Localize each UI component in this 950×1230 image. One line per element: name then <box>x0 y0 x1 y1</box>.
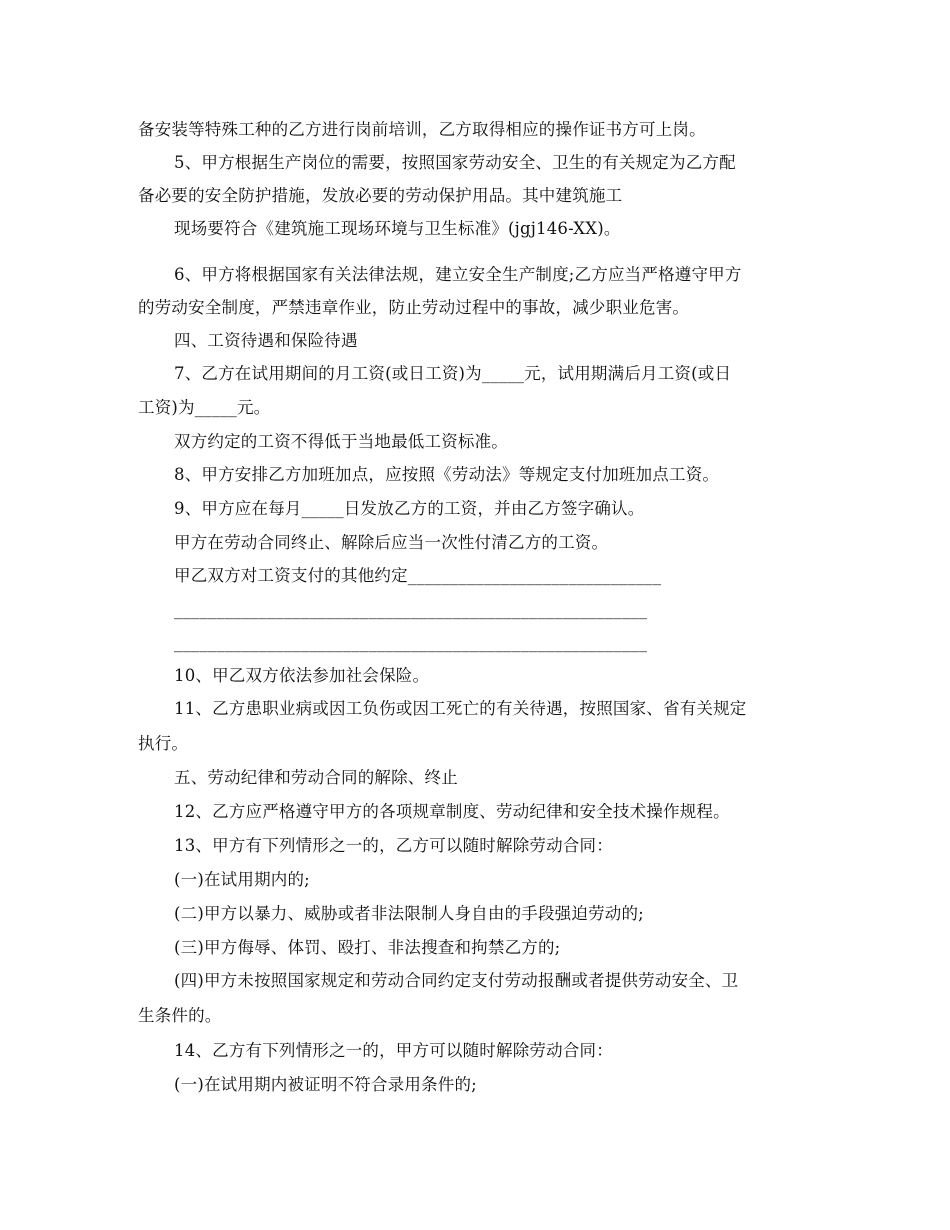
paragraph-line: 备必要的安全防护措施，发放必要的劳动保护用品。其中建筑施工 <box>138 186 623 205</box>
paragraph-line: 13、甲方有下列情形之一的，乙方可以随时解除劳动合同： <box>174 836 613 855</box>
list-item: 生条件的。 <box>138 1006 222 1025</box>
paragraph-line: 14、乙方有下列情形之一的，甲方可以随时解除劳动合同： <box>174 1041 613 1060</box>
paragraph-line: 6、甲方将根据国家有关法律法规，建立安全生产制度;乙方应当严格遵守甲方 <box>174 265 742 284</box>
paragraph-line: 10、甲乙双方依法参加社会保险。 <box>174 666 430 685</box>
section-heading: 五、劳动纪律和劳动合同的解除、终止 <box>174 768 458 787</box>
list-item: (一)在试用期内的; <box>174 870 310 889</box>
paragraph-line: 12、乙方应严格遵守甲方的各项规章制度、劳动纪律和安全技术操作规程。 <box>174 802 730 821</box>
paragraph-line: 的劳动安全制度，严禁违章作业，防止劳动过程中的事故，减少职业危害。 <box>138 298 690 317</box>
blank-fill-line: ________________________________________________________ <box>174 600 648 619</box>
paragraph-line: 甲乙双方对工资支付的其他约定______________________________ <box>174 566 662 585</box>
paragraph-line: 执行。 <box>138 734 189 753</box>
paragraph-line: 现场要符合《建筑施工现场环境与卫生标准》(jgj146-XX)。 <box>174 219 621 238</box>
list-item: (三)甲方侮辱、体罚、殴打、非法搜查和拘禁乙方的; <box>174 938 561 957</box>
paragraph-line: 8、甲方安排乙方加班加点，应按照《劳动法》等规定支付加班加点工资。 <box>174 465 720 484</box>
paragraph-line: 5、甲方根据生产岗位的需要，按照国家劳动安全、卫生的有关规定为乙方配 <box>174 153 736 172</box>
paragraph-line: 工资)为_____元。 <box>138 398 271 417</box>
section-heading: 四、工资待遇和保险待遇 <box>174 331 358 350</box>
list-item: (二)甲方以暴力、威胁或者非法限制人身自由的手段强迫劳动的; <box>174 904 644 923</box>
paragraph-line: 9、甲方应在每月_____日发放乙方的工资，并由乙方签字确认。 <box>174 499 645 518</box>
paragraph-line: 11、乙方患职业病或因工负伤或因工死亡的有关待遇，按照国家、省有关规定 <box>174 699 747 718</box>
paragraph-line: 双方约定的工资不得低于当地最低工资标准。 <box>174 432 508 451</box>
paragraph-line: 备安装等特殊工种的乙方进行岗前培训，乙方取得相应的操作证书方可上岗。 <box>138 120 706 139</box>
list-item: (四)甲方未按照国家规定和劳动合同约定支付劳动报酬或者提供劳动安全、卫 <box>174 971 739 990</box>
paragraph-line: 甲方在劳动合同终止、解除后应当一次性付清乙方的工资。 <box>174 533 609 552</box>
list-item: (一)在试用期内被证明不符合录用条件的; <box>174 1075 477 1094</box>
blank-fill-line: ________________________________________________________ <box>174 633 648 652</box>
paragraph-line: 7、乙方在试用期间的月工资(或日工资)为_____元，试用期满后月工资(或日 <box>174 364 732 383</box>
